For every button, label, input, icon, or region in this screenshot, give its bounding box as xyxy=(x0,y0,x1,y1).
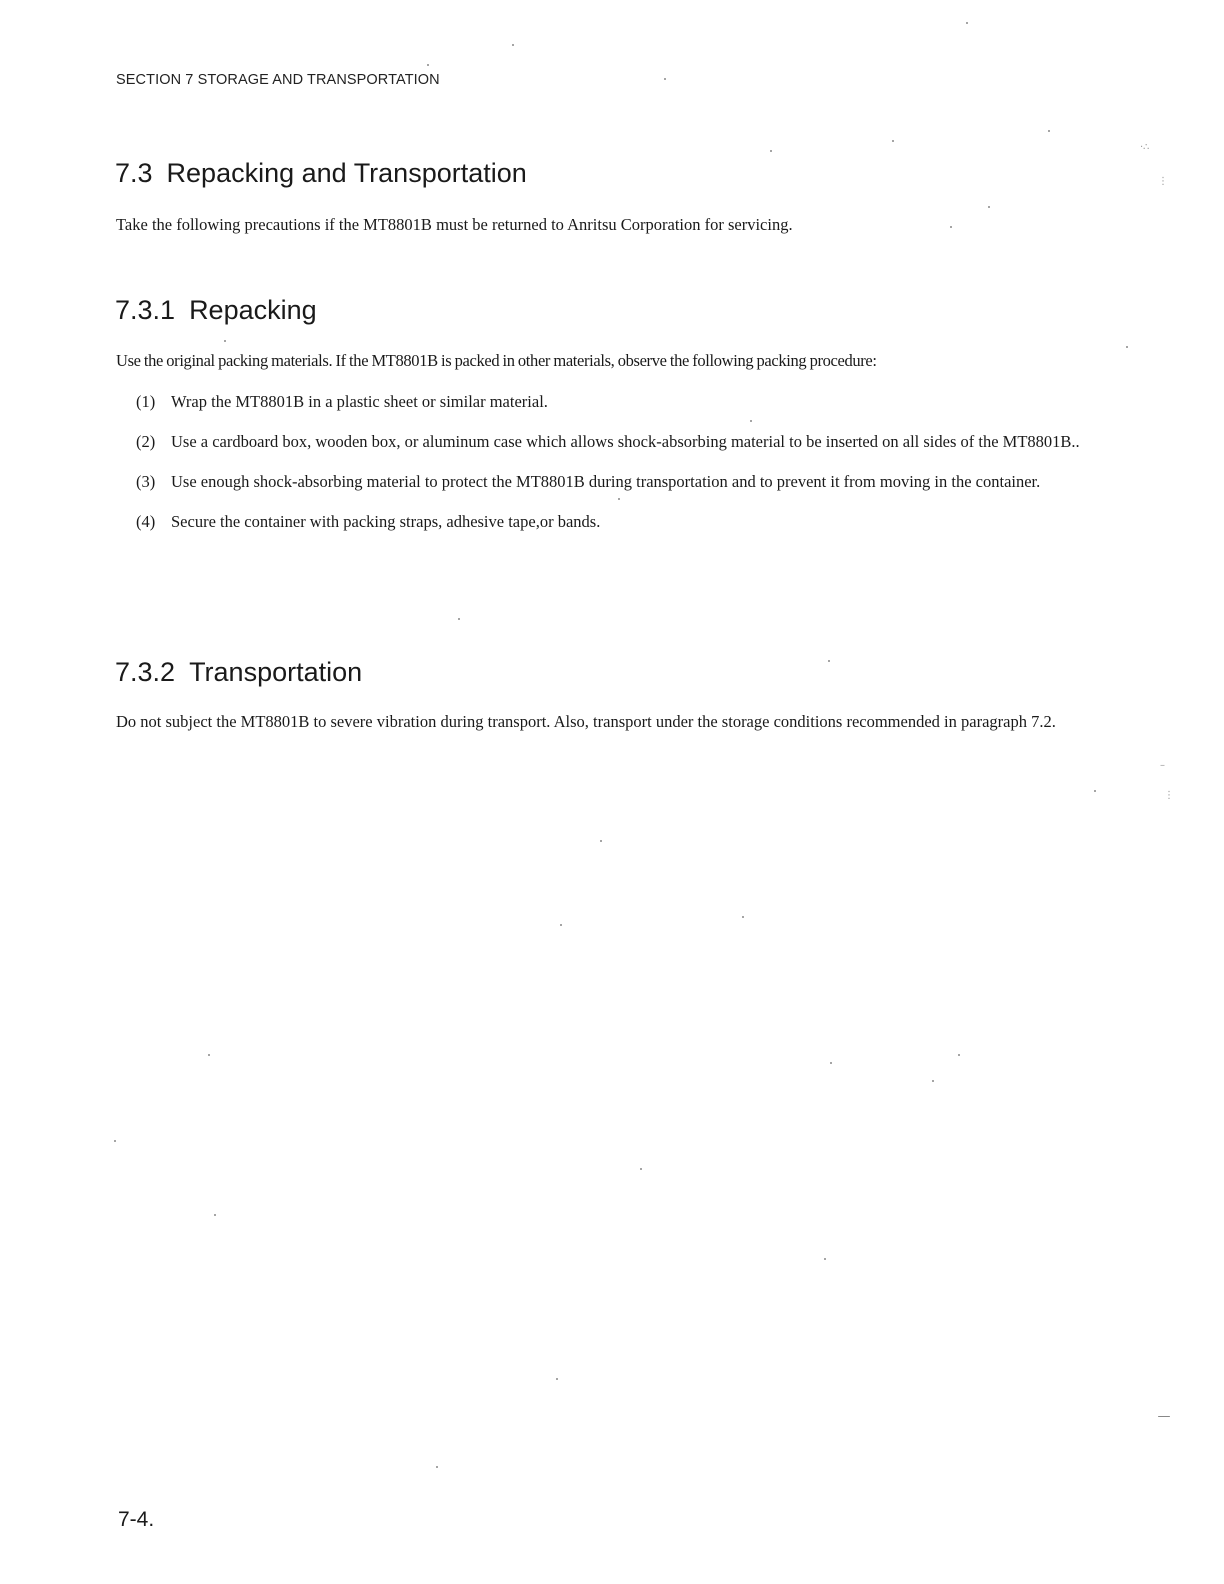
subsection-number-repacking: 7.3.1 xyxy=(115,295,176,325)
list-marker: (3) xyxy=(136,472,156,491)
scan-speck xyxy=(892,140,894,142)
section-intro: Take the following precautions if the MT8801B must be returned to Anritsu Corporation for servicing. xyxy=(116,215,793,234)
subsection-heading-transportation xyxy=(115,657,362,688)
scan-edge-mark: ·∴ xyxy=(1140,142,1150,153)
scan-speck xyxy=(1126,346,1128,348)
scan-edge-mark: – xyxy=(1160,760,1165,771)
list-item-text: Use a cardboard box, wooden box, or aluminum case which allows shock-absorbing material to be inserted on all sides of the MT8801B.. xyxy=(171,432,1080,451)
scan-speck xyxy=(600,840,602,842)
scan-speck xyxy=(828,660,830,662)
page-number: 7-4. xyxy=(118,1508,155,1531)
scan-speck xyxy=(830,1062,832,1064)
scan-speck xyxy=(618,498,620,500)
scan-speck xyxy=(208,1054,210,1056)
scan-speck xyxy=(458,618,460,620)
scan-speck xyxy=(988,206,990,208)
list-item xyxy=(136,386,1096,418)
scan-edge-mark: ⋮ xyxy=(1164,790,1174,801)
list-marker: (4) xyxy=(136,512,156,531)
repacking-intro: Use the original packing materials. If the MT8801B is packed in other materials, observe the following packing procedure: xyxy=(116,351,877,370)
section-heading xyxy=(115,158,527,189)
scan-speck xyxy=(932,1080,934,1082)
scan-speck xyxy=(950,226,952,228)
scan-speck xyxy=(556,1378,558,1380)
scan-speck xyxy=(664,78,666,80)
scan-speck xyxy=(114,1140,116,1142)
scan-speck xyxy=(512,44,514,46)
list-item xyxy=(136,466,1096,498)
repacking-steps xyxy=(136,386,1096,546)
scan-speck xyxy=(770,150,772,152)
scan-edge-mark: ⋮ xyxy=(1158,176,1168,187)
scan-speck xyxy=(436,1466,438,1468)
scan-speck xyxy=(560,924,562,926)
scan-speck xyxy=(958,1054,960,1056)
scan-speck xyxy=(966,22,968,24)
subsection-title-transportation: Transportation xyxy=(189,657,363,687)
list-item xyxy=(136,426,1096,458)
list-marker: (2) xyxy=(136,432,156,451)
subsection-title-repacking: Repacking xyxy=(189,295,317,325)
transportation-body: Do not subject the MT8801B to severe vibration during transport. Also, transport under the storage conditions recommended in paragraph 7.2. xyxy=(116,712,1056,731)
scan-speck xyxy=(824,1258,826,1260)
list-marker: (1) xyxy=(136,392,156,411)
subsection-number-transportation: 7.3.2 xyxy=(115,657,176,687)
list-item xyxy=(136,506,1096,538)
list-item-text: Secure the container with packing straps, adhesive tape,or bands. xyxy=(171,512,601,531)
scan-speck xyxy=(742,916,744,918)
section-number: 7.3 xyxy=(115,158,153,188)
scan-speck xyxy=(640,1168,642,1170)
scan-speck xyxy=(1158,1416,1170,1417)
running-head: SECTION 7 STORAGE AND TRANSPORTATION xyxy=(116,72,440,88)
scan-speck xyxy=(1094,790,1096,792)
subsection-heading-repacking xyxy=(115,295,317,326)
list-item-text: Wrap the MT8801B in a plastic sheet or similar material. xyxy=(171,392,548,411)
scan-speck xyxy=(427,64,429,66)
scan-speck xyxy=(1048,130,1050,132)
list-item-text: Use enough shock-absorbing material to protect the MT8801B during transportation and to prevent it from moving in the container. xyxy=(171,472,1041,491)
scan-speck xyxy=(750,420,752,422)
scan-speck xyxy=(224,340,226,342)
section-title: Repacking and Transportation xyxy=(166,158,527,188)
scan-speck xyxy=(214,1214,216,1216)
